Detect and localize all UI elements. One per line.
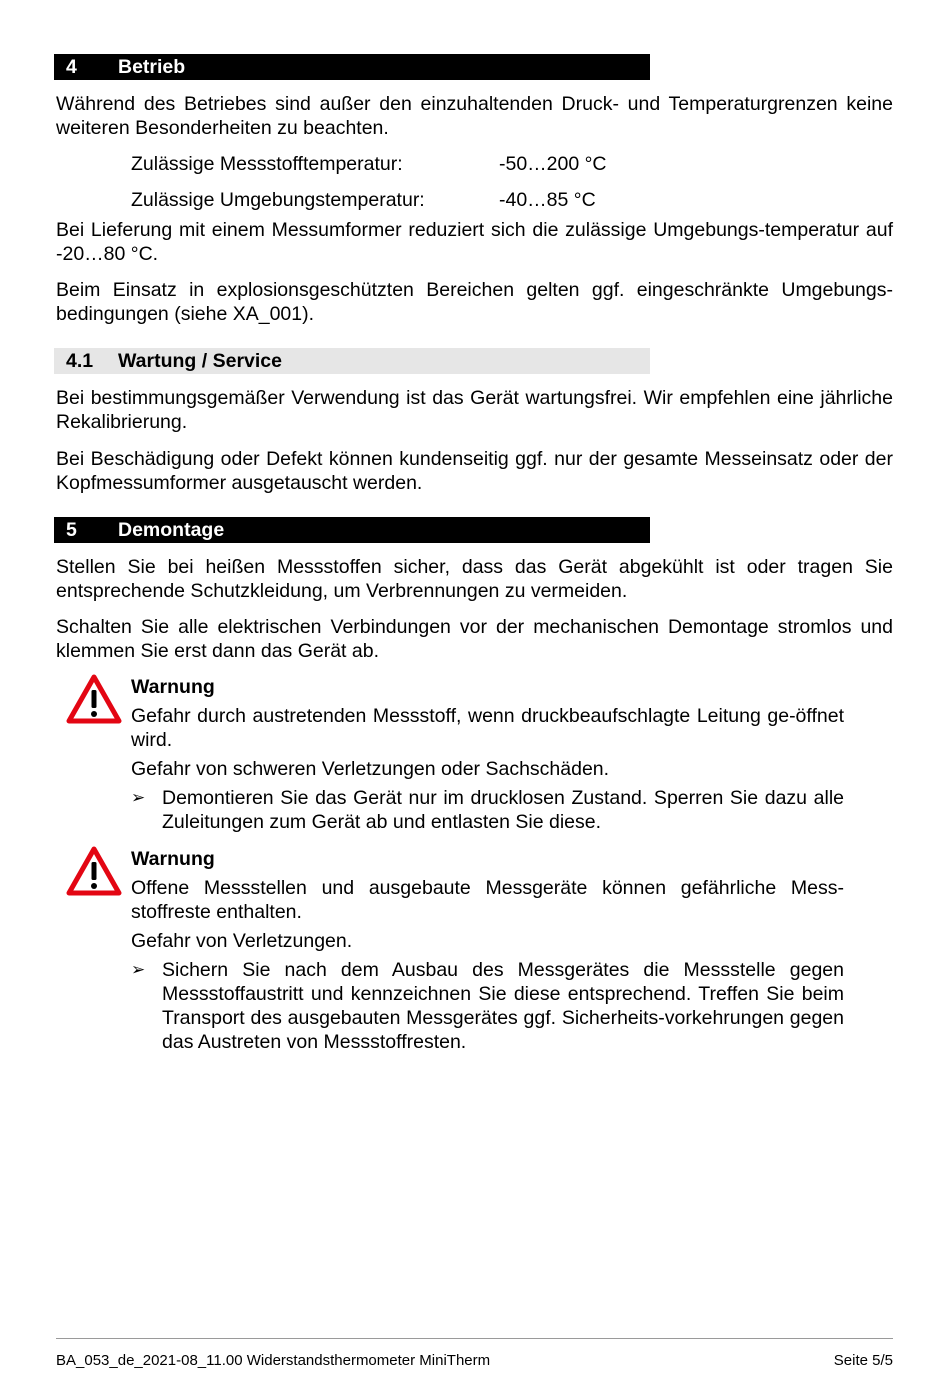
section-number: 4.1 [66,350,94,372]
warning-text: Offene Messstellen und ausgebaute Messgeräte können gefährliche Mess-stoffreste enthalten. [131,877,844,923]
betrieb-paragraph-1: Während des Betriebes sind außer den einzuhaltenden Druck- und Temperaturgrenzen keine weiteren Besonderheiten zu beachten. [56,93,893,139]
footer-divider [56,1338,893,1339]
warning-title: Warnung [131,848,215,870]
spec-label-umgebung: Zulässige Umgebungstemperatur: [131,189,425,211]
warning-triangle-icon [66,674,122,724]
warning-triangle-icon [66,846,122,896]
warning-consequence: Gefahr von Verletzungen. [131,930,353,952]
warning-action-item [131,786,844,834]
section-heading-wartung [54,348,650,374]
spec-value-messstoff: -50…200 °C [499,153,607,175]
arrow-bullet-icon: ➢ [131,788,146,808]
betrieb-paragraph-2: Bei Lieferung mit einem Messumformer reduziert sich die zulässige Umgebungs-temperatur auf -20…80 °C. [56,219,893,265]
section-heading-demontage [54,517,650,543]
warning-text: Gefahr durch austretenden Messstoff, wenn druckbeaufschlagte Leitung ge-öffnet wird. [131,705,844,751]
warning-title: Warnung [131,676,215,698]
warning-action-text: Demontieren Sie das Gerät nur im drucklosen Zustand. Sperren Sie dazu alle Zuleitungen zum Gerät ab und entlasten Sie diese. [162,787,844,833]
section-title: Betrieb [118,56,186,78]
section-title: Wartung / Service [118,350,282,372]
section-number: 5 [66,519,77,541]
arrow-bullet-icon: ➢ [131,960,146,980]
section-title: Demontage [118,519,225,541]
warning-block-2 [131,847,844,1054]
warning-block-1 [131,675,844,834]
demontage-paragraph-1: Stellen Sie bei heißen Messstoffen sicher, dass das Gerät abgekühlt ist oder tragen Sie entsprechende Schutzkleidung, um Verbrennungen zu vermeiden. [56,556,893,602]
footer-document-id: BA_053_de_2021-08_11.00 Widerstandsthermometer MiniTherm [56,1352,491,1369]
demontage-paragraph-2: Schalten Sie alle elektrischen Verbindungen vor der mechanischen Demontage stromlos und klemmen Sie erst dann das Gerät ab. [56,616,893,662]
footer-page-number: Seite 5/5 [833,1352,893,1369]
wartung-paragraph-2: Bei Beschädigung oder Defekt können kundenseitig ggf. nur der gesamte Messeinsatz oder der Kopfmessumformer ausgetauscht werden. [56,448,893,494]
wartung-paragraph-1: Bei bestimmungsgemäßer Verwendung ist das Gerät wartungsfrei. Wir empfehlen eine jährliche Rekalibrierung. [56,387,893,433]
spec-label-messstoff: Zulässige Messstofftemperatur: [131,153,403,175]
warning-consequence: Gefahr von schweren Verletzungen oder Sachschäden. [131,758,610,780]
warning-action-item [131,958,844,1054]
betrieb-paragraph-3: Beim Einsatz in explosionsgeschützten Bereichen gelten ggf. eingeschränkte Umgebungs-bedingungen (siehe XA_001). [56,279,893,325]
section-heading-betrieb [54,54,650,80]
warning-action-text: Sichern Sie nach dem Ausbau des Messgerätes die Messstelle gegen Messstoffaustritt und kennzeichnen Sie diese entsprechend. Treffen Sie beim Transport des ausgebauten Messgerätes ggf. Sicherheits-vorkehrungen gegen das Austreten von Messstoffresten. [162,959,844,1053]
section-number: 4 [66,56,77,78]
spec-value-umgebung: -40…85 °C [499,189,596,211]
